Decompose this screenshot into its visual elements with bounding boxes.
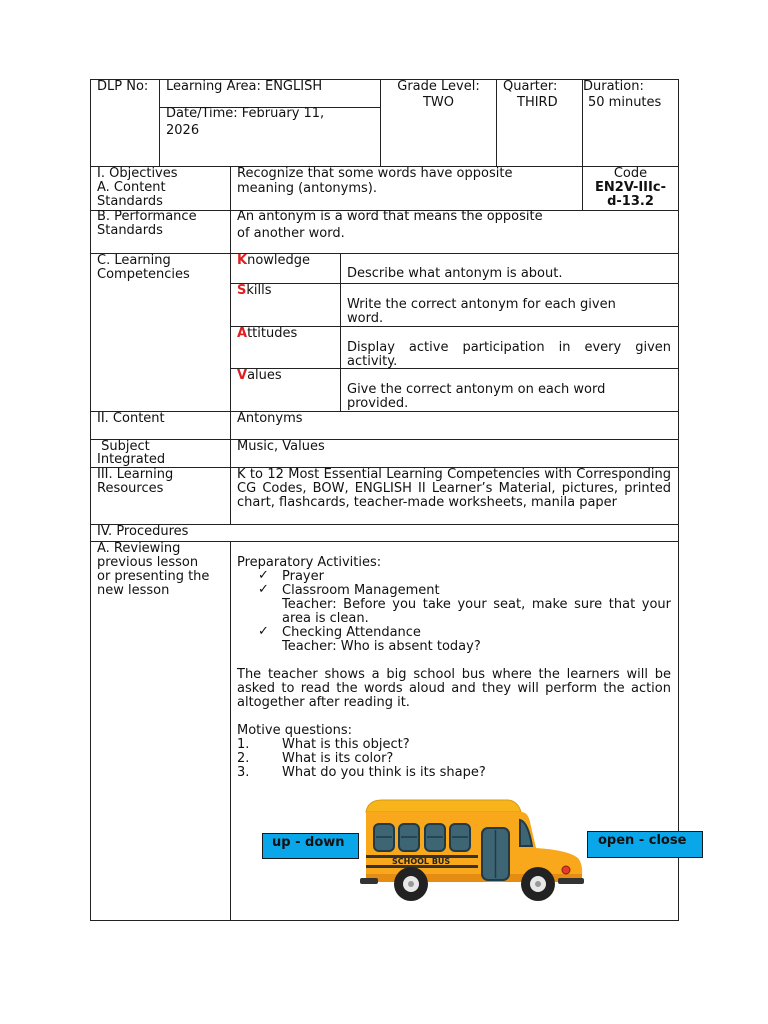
values-label: Values bbox=[237, 368, 282, 383]
question-number: 2. bbox=[237, 751, 250, 766]
performance-label-2: Standards bbox=[97, 223, 163, 238]
prayer-item: Prayer bbox=[282, 569, 324, 584]
dlp-no-label: DLP No: bbox=[97, 79, 149, 94]
question-text: What is this object? bbox=[282, 737, 410, 752]
grade-level-value: TWO bbox=[422, 95, 455, 110]
subject-integrated-label-2: Integrated bbox=[97, 452, 166, 467]
competencies-label: C. Learning bbox=[97, 253, 171, 268]
values-desc-2: provided. bbox=[347, 396, 409, 411]
checkmark-icon: ✓ bbox=[258, 568, 269, 583]
date-time-line1: Date/Time: February 11, bbox=[166, 106, 325, 121]
skills-desc: Write the correct antonym for each given bbox=[347, 297, 616, 312]
attitudes-desc-2: activity. bbox=[347, 354, 398, 369]
antonym-label-open-close: open - close bbox=[587, 831, 703, 858]
antonym-label-up-down: up - down bbox=[262, 833, 359, 859]
date-time-line2: 2026 bbox=[166, 123, 200, 138]
code-label: Code bbox=[613, 166, 648, 181]
subject-integrated-label: Subject bbox=[101, 439, 150, 454]
classroom-teacher-line: Teacher: Before you take your seat, make sure that your area is clean. bbox=[282, 597, 671, 626]
content-standards-text: Recognize that some words have opposite bbox=[237, 166, 513, 181]
resources-label: III. Learning bbox=[97, 467, 174, 482]
classroom-item: Classroom Management bbox=[282, 583, 440, 598]
question-number: 1. bbox=[237, 737, 250, 752]
competencies-label-2: Competencies bbox=[97, 267, 190, 282]
performance-text-2: of another word. bbox=[237, 226, 345, 241]
skills-label: Skills bbox=[237, 283, 272, 298]
bus-paragraph: The teacher shows a big school bus where the learners will be asked to read the words aloud and they will perform the action altogether after reading it. bbox=[237, 667, 671, 710]
duration-value: 50 minutes bbox=[588, 95, 662, 110]
question-text: What is its color? bbox=[282, 751, 394, 766]
school-bus-illustration bbox=[358, 798, 586, 906]
review-label-4: new lesson bbox=[97, 583, 170, 598]
checkmark-icon: ✓ bbox=[258, 582, 269, 597]
content-standards-label: A. Content bbox=[97, 180, 166, 195]
checkmark-icon: ✓ bbox=[258, 624, 269, 639]
performance-text: An antonym is a word that means the opposite bbox=[237, 209, 543, 224]
attendance-item: Checking Attendance bbox=[282, 625, 421, 640]
subject-integrated-value: Music, Values bbox=[237, 439, 325, 454]
content-standards-label-2: Standards bbox=[97, 194, 163, 209]
learning-area: Learning Area: ENGLISH bbox=[166, 79, 323, 94]
question-text: What do you think is its shape? bbox=[282, 765, 486, 780]
resources-text: K to 12 Most Essential Learning Competencies with Corresponding CG Codes, BOW, ENGLISH II Learner’s Material, pictures, printed chart, flashcards, teacher-made worksheets, manila paper bbox=[237, 467, 671, 510]
attitudes-desc: Display active participation in every given bbox=[347, 340, 671, 355]
attitudes-label: Attitudes bbox=[237, 326, 298, 341]
skills-desc-2: word. bbox=[347, 311, 384, 326]
bus-sign-text: SCHOOL BUS bbox=[392, 857, 451, 866]
content-value: Antonyms bbox=[237, 411, 303, 426]
knowledge-desc: Describe what antonym is about. bbox=[347, 266, 563, 281]
values-desc: Give the correct antonym on each word bbox=[347, 382, 606, 397]
code-value-2: d-13.2 bbox=[607, 194, 654, 209]
procedures-label: IV. Procedures bbox=[97, 524, 189, 539]
duration-label: Duration: bbox=[583, 79, 644, 94]
attendance-teacher-line: Teacher: Who is absent today? bbox=[282, 639, 481, 654]
review-label-3: or presenting the bbox=[97, 569, 210, 584]
resources-label-2: Resources bbox=[97, 481, 164, 496]
objectives-label: I. Objectives bbox=[97, 166, 178, 181]
performance-label: B. Performance bbox=[97, 209, 197, 224]
code-value: EN2V-IIIc- bbox=[595, 180, 666, 195]
grade-level-label: Grade Level: bbox=[397, 79, 480, 94]
review-label-1: A. Reviewing bbox=[97, 541, 181, 556]
review-label-2: previous lesson bbox=[97, 555, 199, 570]
question-number: 3. bbox=[237, 765, 250, 780]
content-label: II. Content bbox=[97, 411, 165, 426]
content-standards-text-2: meaning (antonyms). bbox=[237, 181, 378, 196]
quarter-value: THIRD bbox=[517, 95, 558, 110]
knowledge-label: Knowledge bbox=[237, 253, 311, 268]
preparatory-title: Preparatory Activities: bbox=[237, 555, 382, 570]
motive-title: Motive questions: bbox=[237, 723, 353, 738]
quarter-label: Quarter: bbox=[503, 79, 558, 94]
